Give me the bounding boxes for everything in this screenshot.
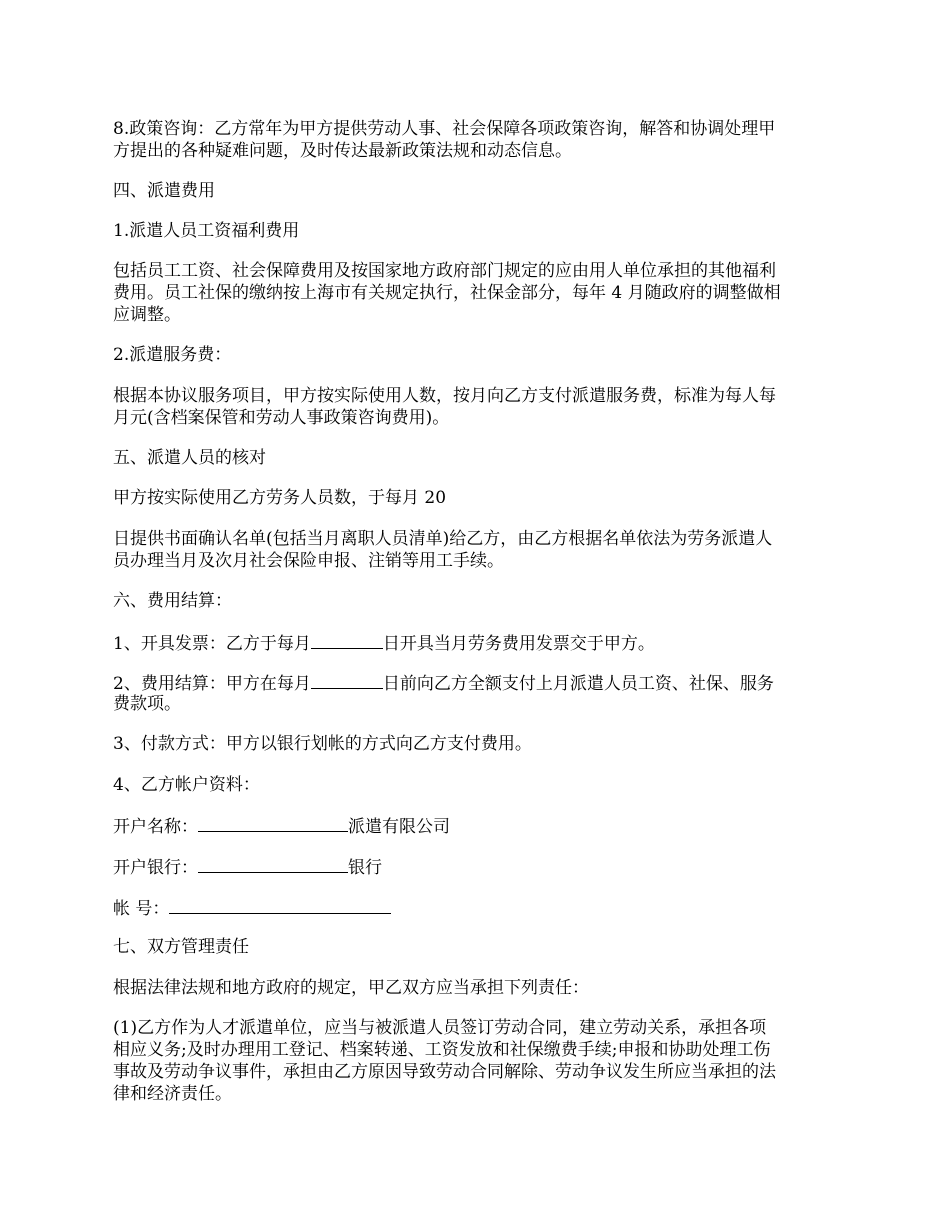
account-name-suffix: 派遣有限公司 [348,817,450,837]
section-heading-7: 七、双方管理责任 [113,937,249,957]
text-line: 费用。员工社保的缴纳按上海市有关规定执行，社保金部分，每年 4 月随政府的调整做相 [113,283,781,303]
text-line: 日提供书面确认名单(包括当月离职人员清单)给乙方，由乙方根据名单依法为劳务派遣人 [113,529,773,549]
account-bank-label: 开户银行： [113,858,198,878]
text-line: 应调整。 [113,305,181,325]
section-heading-6: 六、费用结算： [113,591,232,611]
text-line [113,671,843,695]
text-line: 律和经济责任。 [113,1084,232,1104]
blank-line [198,814,348,832]
text-line: 相应义务;及时办理用工登记、档案转递、工资发放和社保缴费手续;申报和协助处理工伤 [113,1040,771,1060]
text-line: 包括员工工资、社会保障费用及按国家地方政府部门规定的应由用人单位承担的其他福利 [113,261,776,281]
section-heading-4: 四、派遣费用 [113,181,215,201]
section-heading-5: 五、派遣人员的核对 [113,448,266,468]
paragraph-7: 根据法律法规和地方政府的规定，甲乙双方应当承担下列责任： [113,978,589,998]
text-line: (1)乙方作为人才派遣单位，应当与被派遣人员签订劳动合同，建立劳动关系，承担各项 [113,1018,767,1038]
text-line: 根据本协议服务项目，甲方按实际使用人数，按月向乙方支付派遣服务费，标准为每人每 [113,386,776,406]
subheading-4-2: 2.派遣服务费： [113,345,232,365]
blank-line [198,855,348,873]
item-2-text: 2、费用结算：甲方在每月 [113,674,311,694]
item-4-account-info: 4、乙方帐户资料： [113,775,260,795]
paragraph-5-a: 甲方按实际使用乙方劳务人员数，于每月 20 [113,488,447,508]
account-name-line [113,814,843,838]
account-name-label: 开户名称： [113,817,198,837]
account-bank-suffix: 银行 [348,858,382,878]
item-2-text-suffix: 日前向乙方全额支付上月派遣人员工资、社保、服务 [382,674,774,694]
text-line: 费款项。 [113,694,181,714]
item-3-payment-method: 3、付款方式：甲方以银行划帐的方式向乙方支付费用。 [113,734,532,754]
text-line: 8.政策咨询：乙方常年为甲方提供劳动人事、社会保障各项政策咨询，解答和协调处理甲 [113,119,776,139]
blank-line [311,631,383,649]
item-1-invoice [113,631,843,655]
subheading-4-1: 1.派遣人员工资福利费用 [113,221,300,241]
blank-line [169,896,391,914]
account-bank-line [113,855,843,879]
account-number-line [113,896,843,920]
text-line: 员办理当月及次月社会保险申报、注销等用工手续。 [113,551,504,571]
text-line: 月元(含档案保管和劳动人事政策咨询费用)。 [113,408,450,428]
text-line: 方提出的各种疑难问题，及时传达最新政策法规和动态信息。 [113,141,572,161]
item-1-text: 1、开具发票：乙方于每月 [113,634,311,654]
account-number-label: 帐 号： [113,899,170,919]
text-line: 事故及劳动争议事件，承担由乙方原因导致劳动合同解除、劳动争议发生所应当承担的法 [113,1062,776,1082]
item-1-text-suffix: 日开具当月劳务费用发票交于甲方。 [382,634,655,654]
blank-line [311,671,383,689]
